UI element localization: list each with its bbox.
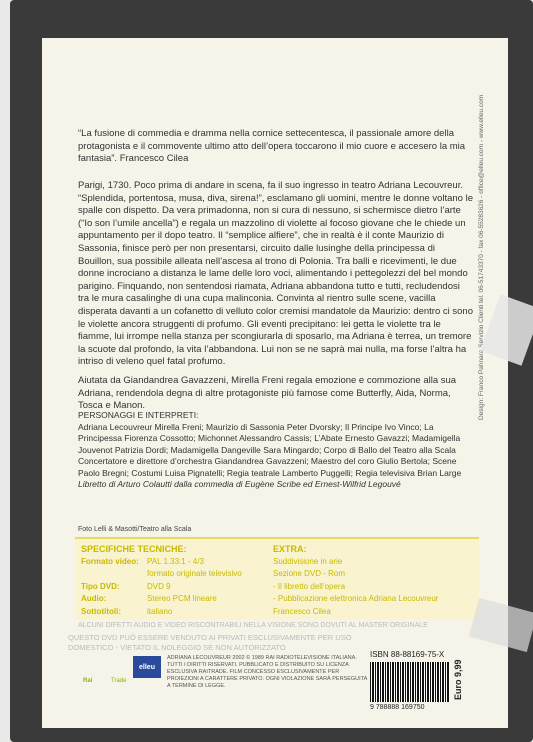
spine-credits: Design: Franco Pahnara Servizio Clienti tel. 06-51743370 - fax 06-55283626 - office@elleu.com - www.elleu.com [478, 94, 485, 420]
plot-summary [78, 180, 473, 413]
rai-logo: Rai [83, 678, 93, 684]
usage-warning: QUESTO DVD PUÒ ESSERE VENDUTO AI PRIVATI ESCLUSIVAMENTE PER USO DOMESTICO - VIETATO IL NOLEGGIO SE NON AUTORIZZATO [68, 633, 352, 652]
cast-section [78, 410, 473, 491]
cast-list: Adriana Lecouvreur Mirella Freni; Maurizio di Sassonia Peter Dvorsky; Il Principe Ivo Vinco; La Principessa Fiorenza Cossotto; Michonnet Alessandro Cassis; L’Abate Ernesto Gavazzi; Madamigella Jouvenot Patrizia Dordi; Madamigella Dangeville Sara Mingardo; Corpo di Ballo del Teatro alla Scala [78, 421, 461, 455]
extras [273, 543, 473, 618]
barcode [370, 662, 450, 702]
cast-heading: PERSONAGGI E INTERPRETI: [78, 410, 199, 420]
barcode-area [370, 650, 465, 715]
photo-credit: Foto Lelli & Masotti/Teatro alla Scala [78, 526, 192, 533]
extra-item: Suddivisione in arie [273, 556, 343, 566]
plot-paragraph: Parigi, 1730. Poco prima di andare in scena, fa il suo ingresso in teatro Adriana Lecouvreur. “Splendida, portentosa, musa, diva, sirena!”, esclamano gli uomini, mentre le donne voltano le spalle con dispetto. Da vera primadonna, non si cura di nessuno, si schermisce dietro l’arte (“Io son l’umile ancella”) e regala un mazzolino di violette al focoso giovane che le chiede un appuntamento per il dopo teatro. Il “semplice alfiere”, che in realtà è il conte Maurizio di Sassonia, finisce però per non presentarsi, circuito dalle lusinghe della principessa di Bouillon, sua possibile alleata nell’ascesa al trono di Polonia. Tra balli e ricevimenti, le due donne incrociano a distanza le lame delle loro voci, alimentando i pettegolezzi del bel mondo parigino. Finquando, non sentendosi riamata, Adriana abbandona tutto e tutti, recludendosi tra le mura casalinghe di una cupa malinconia. Convinta al rientro sulle scene, vacilla disperata davanti a un cofanetto di velluto color cremisi mandatole da Maurizio: dentro ci sono le violette ancora struggenti di profumo. Gli eventi precipitano: lei getta le violette tra le fiamme, lui irrompe nella stanza per scongiurarla di sposarlo, ma Adriana è terrea, un tremore la scuote dal profondo, la vita l’abbandona. Lui non se ne saprà mai nulla, ma forse l’altra ha intriso di veleno quel fatal profumo. [78, 180, 473, 368]
barcode-number: 9 788888 169750 [370, 704, 425, 711]
trade-logo: Trade [111, 678, 127, 684]
spec-row: Formato video: PAL 1.33:1 - 4/3 [81, 556, 204, 566]
opera-quote: “La fusione di commedia e dramma nella cornice settecentesca, il passionale amore della protagonista e il commovente ultimo atto dell’opera toccarono il mio cuore e accesero la mia fantasia”. Francesco Cilea [78, 128, 466, 165]
spec-row: Audio: Stereo PCM lineare [81, 594, 217, 603]
libretto-credit: Libretto di Arturo Colautti dalla commedia di Eugène Scribe ed Ernest-Wilfrid Legouvé [78, 479, 401, 489]
extra-item: - Pubblicazione elettronica Adriana Lecouvreur [273, 594, 439, 603]
extra-item: Sezione DVD - Rom [273, 569, 346, 578]
spec-box [75, 537, 479, 619]
crew-list: Concertatore e direttore d’orchestra Giandandrea Gavazzeni; Maestro del coro Giulio Bertola; Scene Paolo Bregni; Costumi Luisa Pignatelli; Regia teatrale Lamberto Puggelli; Regia televisiva Brian Large [78, 456, 462, 478]
tech-specs [81, 543, 271, 618]
spec-row: Sottotitoli: italiano [81, 606, 173, 616]
price: Euro 9,99 [453, 659, 463, 700]
extra-heading: EXTRA: [273, 544, 307, 554]
extra-item: - Il libretto dell’opera [273, 581, 346, 591]
spec-row: Tipo DVD: DVD 9 [81, 581, 171, 591]
quality-note: ALCUNI DIFETTI AUDIO E VIDEO RISCONTRABILI NELLA VISIONE SONO DOVUTI AL MASTER ORIGINALE [78, 622, 428, 629]
spec-row: formato originale televisivo [147, 569, 242, 578]
plot-paragraph-2: Aiutata da Giandandrea Gavazzeni, Mirella Freni regala emozione e commozione alla sua Adriana, rendendola degna di altre protagoniste più famose come Butterfly, Aida, Norma, Tosca e Manon. [78, 374, 457, 412]
extra-item: Francesco Cilea [273, 606, 331, 616]
elleu-logo: elleu [133, 656, 161, 678]
legal-text: ADRIANA LECOUVREUR 2002 © 1989 RAI RADIOTELEVISIONE ITALIANA. TUTTI I DIRITTI RISERVATI. PUBBLICATO E DISTRIBUITO SU LICENZA ESCLUSIVA RAITRADE. FILM CONCESSO ESCLUSIVAMENTE PER PROIEZIONI A CARATTERE PRIVATO. OGNI VIOLAZIONE SARÀ PERSEGUITA A TERMINE DI LEGGE. [167, 655, 367, 689]
specs-heading: SPECIFICHE TECNICHE: [81, 544, 187, 554]
isbn: ISBN 88-88169-75-X [370, 650, 445, 659]
